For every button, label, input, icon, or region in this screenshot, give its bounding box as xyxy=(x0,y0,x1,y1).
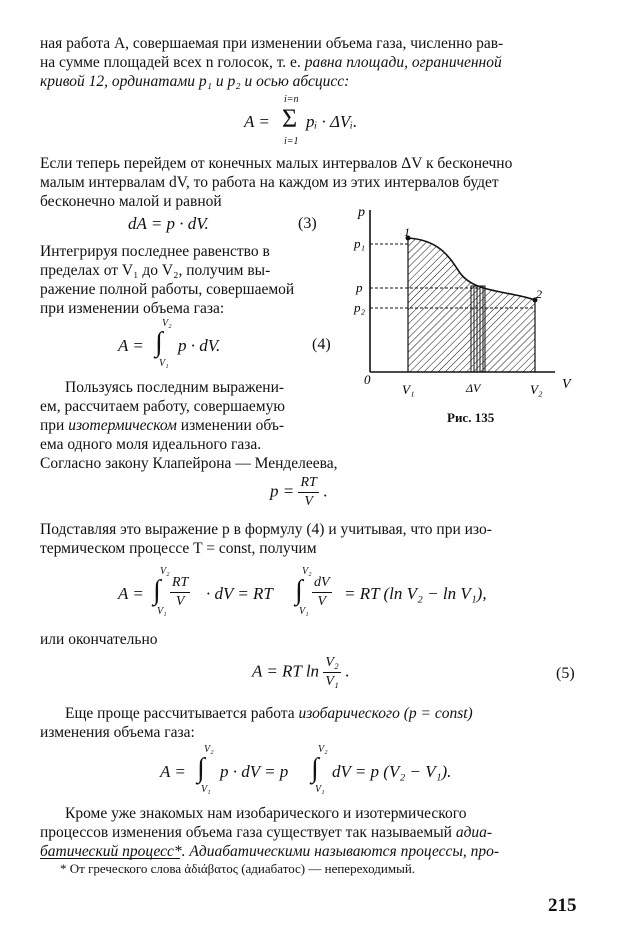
label-origin: 0 xyxy=(364,372,371,387)
label-axis-p: p xyxy=(358,205,365,220)
text-line: ражение полной работы, совершаемой xyxy=(40,281,295,298)
label-p1: p₁ xyxy=(354,236,366,251)
pv-diagram xyxy=(350,198,580,410)
text-line: Подставляя это выражение p в формулу (4) и учитывая, что при изо- xyxy=(40,521,492,538)
text-line: при изменении объема газа: xyxy=(40,300,225,317)
text-line: Если теперь перейдем от конечных малых интервалов ΔV к бесконечно xyxy=(40,155,513,172)
equation-number: (5) xyxy=(556,665,575,682)
text-line: ема одного моля идеального газа. xyxy=(40,436,262,453)
sum-formula: A = i=n Σ i=1 pᵢ · ΔVᵢ. xyxy=(244,94,358,147)
label-v2: V₂ xyxy=(530,382,543,397)
dv-strip xyxy=(471,286,485,372)
equation-number: (3) xyxy=(298,215,317,232)
text-line: батический процесс*. Адиабатическими называются процессы, про- xyxy=(40,843,500,860)
label-axis-v: V xyxy=(562,377,571,392)
equation-4: A = V₂ ∫ V₁ p · dV. xyxy=(118,318,221,369)
text-line: малым интервалам dV, то работа на каждом из этих интервалов будет xyxy=(40,174,499,191)
equation-number: (4) xyxy=(312,336,331,353)
figure-caption: Рис. 135 xyxy=(447,410,495,425)
label-point-2: 2 xyxy=(536,287,542,301)
integral-sign: V₂ ∫ V₁ xyxy=(197,744,214,795)
equation-3: dA = p · dV. xyxy=(128,214,209,233)
integral-sign: V₂ ∫ V₁ xyxy=(153,566,170,617)
integral-sign: V₂ ∫ V₁ xyxy=(155,318,172,369)
clapeyron-formula: p = $\frac{RT}{V}$ . xyxy=(270,475,328,509)
text-line: изменения объема газа: xyxy=(40,724,195,741)
text-line: Согласно закону Клапейрона — Менделеева, xyxy=(40,455,338,472)
isobaric-work-formula: A = V₂ ∫ V₁ p · dV = p V₂ ∫ V₁ dV = p (V₂ − V₁). xyxy=(160,744,452,795)
footnote-rule xyxy=(40,858,180,859)
text-line: Интегрируя последнее равенство в xyxy=(40,243,270,260)
text-line: на сумме площадей всех n голосок, т. е. равна площади, ограниченной xyxy=(40,54,502,71)
text-line: ная работа A, совершаемая при изменении объема газа, численно рав- xyxy=(40,35,504,52)
text-line: Кроме уже знакомых нам изобарического и изотермического xyxy=(65,805,467,822)
text-line: термическом процессе T = const, получим xyxy=(40,540,317,557)
integral-sign: V₂ ∫ V₁ xyxy=(311,744,328,795)
label-dv: ΔV xyxy=(466,381,481,395)
footnote: * От греческого слова ἀδιάβατος (адиабатос) — непереходимый. xyxy=(60,861,416,876)
text-line: кривой 12, ординатами p₁ и p₂ и осью абсцисс: xyxy=(40,73,350,90)
text-line: или окончательно xyxy=(40,631,158,648)
text-line: Пользуясь последним выражени- xyxy=(65,379,285,396)
page-number: 215 xyxy=(548,895,577,916)
text-line: ем, рассчитаем работу, совершаемую xyxy=(40,398,285,415)
label-point-1: 1 xyxy=(404,225,410,239)
text-line: при изотермическом изменении объ- xyxy=(40,417,285,434)
text-line: пределах от V₁ до V₂, получим вы- xyxy=(40,262,271,279)
label-p2: p₂ xyxy=(354,300,366,315)
isothermal-work-formula: A = V₂ ∫ V₁ $\frac{RT}{V}$ · dV = RT V₂ ∫ V₁ $\frac{dV}{V}$ = RT (ln V₂ − ln V₁), xyxy=(118,566,487,617)
text-line: бесконечно малой и равной xyxy=(40,193,222,210)
equation-5: A = RT ln $\frac{\text{V₂}}{\text{V₁}}$ . xyxy=(252,655,350,689)
label-p: p xyxy=(356,280,363,295)
text-line: Еще проще рассчитывается работа изобарического (p = const) xyxy=(65,705,473,722)
integral-sign: V₂ ∫ V₁ xyxy=(295,566,312,617)
text-line: процессов изменения объема газа существует так называемый адиа- xyxy=(40,824,493,841)
label-v1: V₁ xyxy=(402,382,415,397)
